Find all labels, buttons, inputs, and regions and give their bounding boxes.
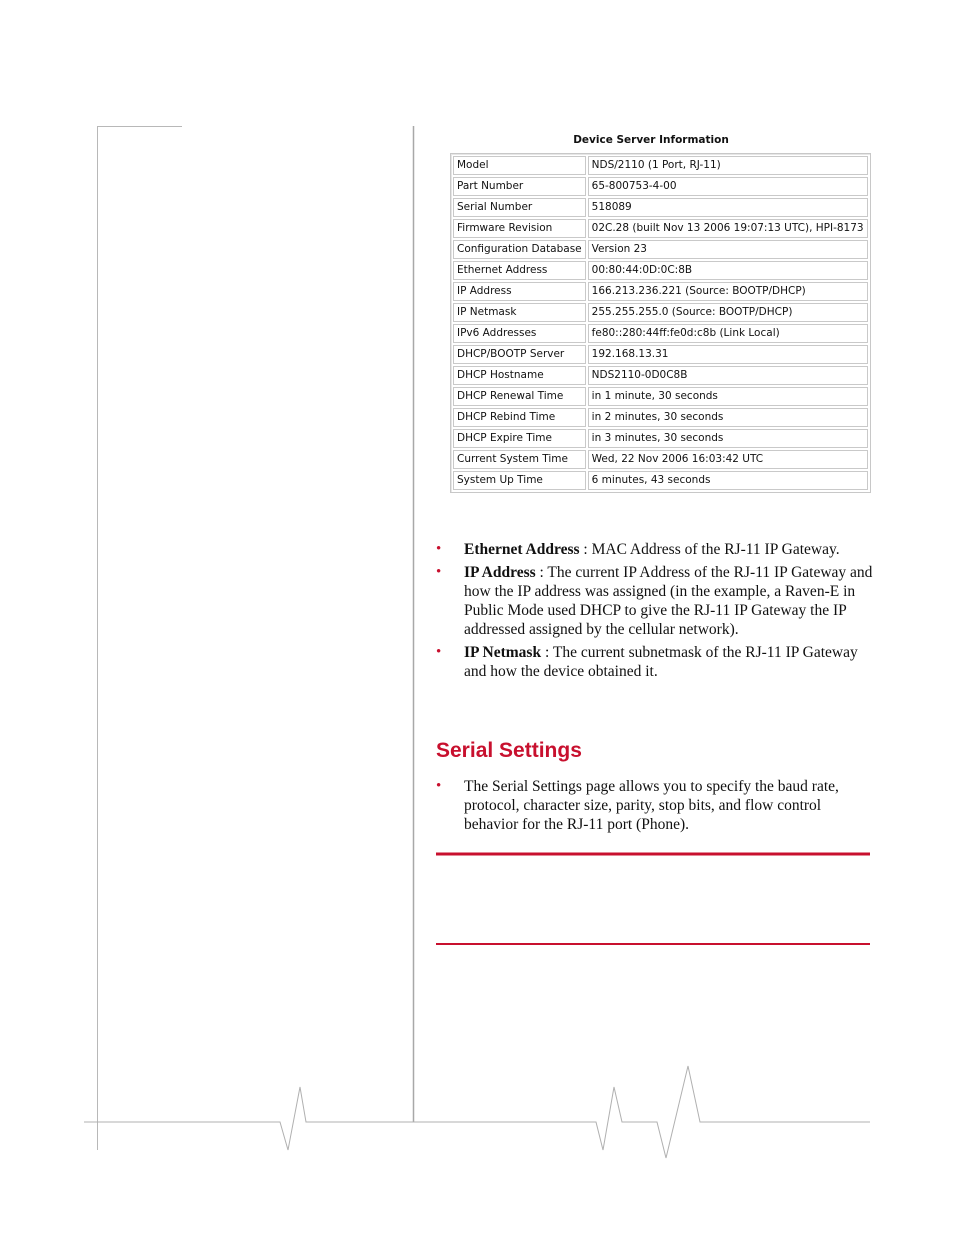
row-label: Configuration Database	[453, 240, 586, 259]
table-row	[453, 261, 868, 280]
row-label: IP Address	[453, 282, 586, 301]
row-label: DHCP/BOOTP Server	[453, 345, 586, 364]
table-row	[453, 240, 868, 259]
term-description: : The current IP Address of the RJ-11 IP Gateway and how the IP address was assigned (in the example, a Raven-E in Public Mode used DHCP to give the RJ-11 IP Gateway the IP addressed assigned by the cellular network).	[464, 564, 873, 638]
table-row	[453, 471, 868, 490]
list-item	[436, 563, 876, 639]
table-row	[453, 345, 868, 364]
row-label: Model	[453, 156, 586, 175]
row-value: in 2 minutes, 30 seconds	[588, 408, 868, 427]
term-label: IP Address	[464, 564, 536, 581]
info-table-body	[453, 156, 868, 490]
row-value: 192.168.13.31	[588, 345, 868, 364]
table-row	[453, 198, 868, 217]
table-row	[453, 324, 868, 343]
list-item	[436, 777, 876, 834]
row-label: Serial Number	[453, 198, 586, 217]
row-label: Current System Time	[453, 450, 586, 469]
row-label: DHCP Rebind Time	[453, 408, 586, 427]
table-row	[453, 387, 868, 406]
bullet-icon: •	[436, 778, 442, 794]
row-label: DHCP Hostname	[453, 366, 586, 385]
row-value: 255.255.255.0 (Source: BOOTP/DHCP)	[588, 303, 868, 322]
row-label: Firmware Revision	[453, 219, 586, 238]
row-label: DHCP Expire Time	[453, 429, 586, 448]
section-heading: Serial Settings	[436, 739, 582, 762]
row-value: NDS/2110 (1 Port, RJ-11)	[588, 156, 868, 175]
table-row	[453, 156, 868, 175]
bullet-icon: •	[436, 644, 442, 660]
table-row	[453, 282, 868, 301]
table-row	[453, 429, 868, 448]
row-value: NDS2110-0D0C8B	[588, 366, 868, 385]
table-row	[453, 219, 868, 238]
list-item	[436, 540, 876, 559]
list-item	[436, 643, 876, 681]
term-description: : The current subnetmask of the RJ-11 IP Gateway and how the device obtained it.	[464, 644, 858, 680]
bullet-icon: •	[436, 541, 442, 557]
paragraph-text: The Serial Settings page allows you to specify the baud rate, protocol, character size, parity, stop bits, and flow control behavior for the RJ-11 port (Phone).	[464, 778, 839, 833]
row-value: Wed, 22 Nov 2006 16:03:42 UTC	[588, 450, 868, 469]
table-row	[453, 366, 868, 385]
term-description: : MAC Address of the RJ-11 IP Gateway.	[579, 541, 840, 558]
row-value: 00:80:44:0D:0C:8B	[588, 261, 868, 280]
row-value: 65-800753-4-00	[588, 177, 868, 196]
row-label: System Up Time	[453, 471, 586, 490]
row-value: 6 minutes, 43 seconds	[588, 471, 868, 490]
row-value: 02C.28 (built Nov 13 2006 19:07:13 UTC), HPI-8173	[588, 219, 868, 238]
row-label: Part Number	[453, 177, 586, 196]
row-value: fe80::280:44ff:fe0d:c8b (Link Local)	[588, 324, 868, 343]
serial-settings-list	[436, 777, 876, 838]
term-label: IP Netmask	[464, 644, 542, 661]
row-value: 518089	[588, 198, 868, 217]
row-value: 166.213.236.221 (Source: BOOTP/DHCP)	[588, 282, 868, 301]
field-descriptions-list	[436, 540, 876, 685]
row-label: DHCP Renewal Time	[453, 387, 586, 406]
term-label: Ethernet Address	[464, 541, 580, 558]
bullet-icon: •	[436, 564, 442, 580]
row-value: in 3 minutes, 30 seconds	[588, 429, 868, 448]
table-row	[453, 408, 868, 427]
row-label: Ethernet Address	[453, 261, 586, 280]
table-row	[453, 303, 868, 322]
row-label: IP Netmask	[453, 303, 586, 322]
table-title: Device Server Information	[573, 134, 729, 146]
frame-bottom-heartbeat-line	[84, 1066, 870, 1158]
table-row	[453, 177, 868, 196]
row-label: IPv6 Addresses	[453, 324, 586, 343]
row-value: in 1 minute, 30 seconds	[588, 387, 868, 406]
table-row	[453, 450, 868, 469]
device-server-info-table	[450, 153, 871, 493]
row-value: Version 23	[588, 240, 868, 259]
